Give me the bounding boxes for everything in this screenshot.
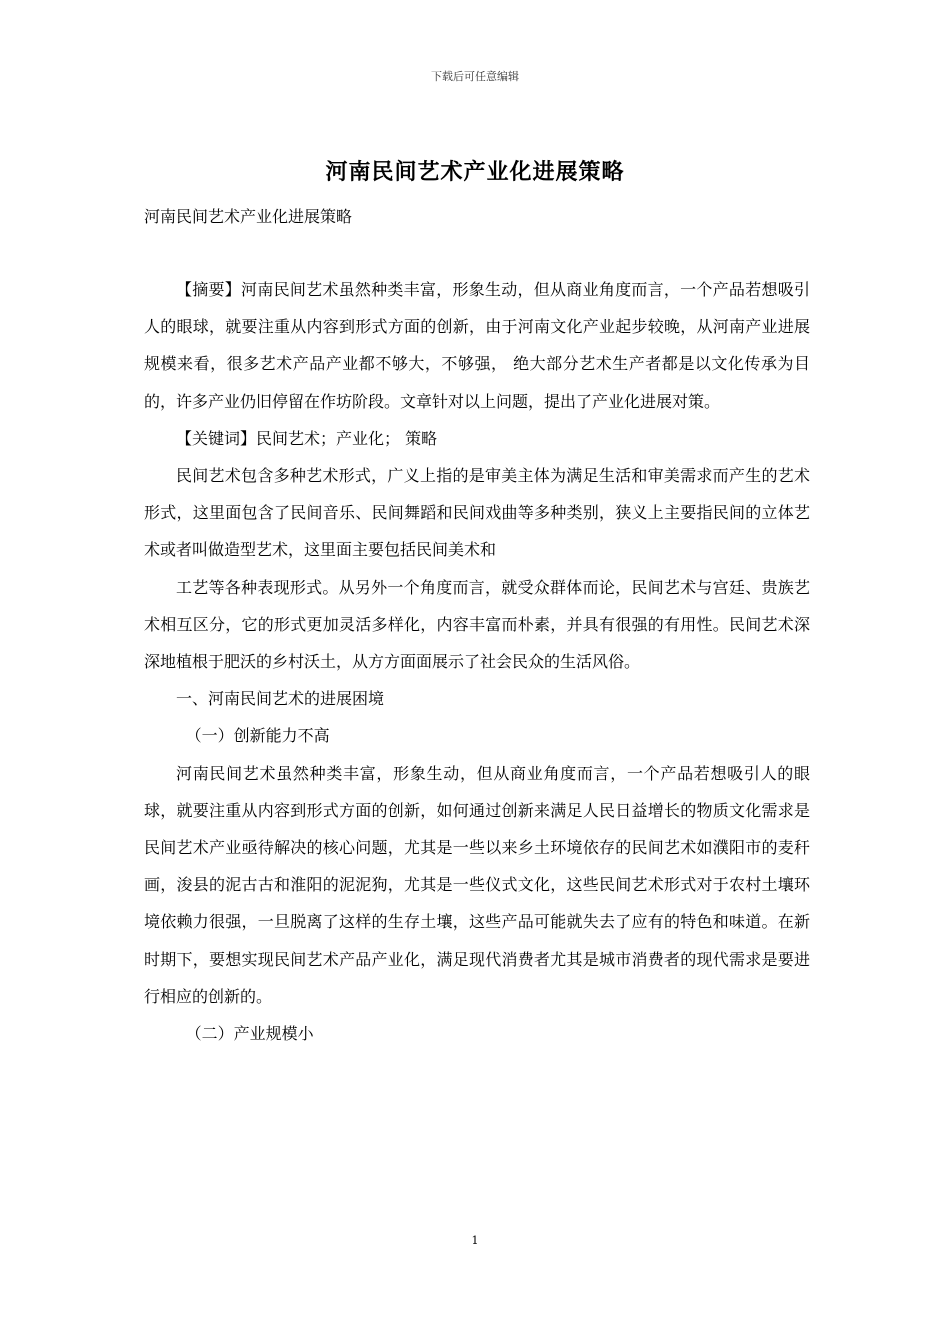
abstract-paragraph: 【摘要】河南民间艺术虽然种类丰富，形象生动，但从商业角度而言，一个产品若想吸引人的眼球，就要注重从内容到形式方面的创新，由于河南文化产业起步较晚，从河南产业进展规模来看，很多艺术产品产业都不够大，不够强， 绝大部分艺术生产者都是以文化传承为目的，许多产业仍旧停留在作坊阶段。文章针对以上问题，提出了产业化进展对策。: [144, 280, 810, 411]
page-number: 1: [471, 1234, 479, 1247]
body-paragraph: 河南民间艺术虽然种类丰富，形象生动，但从商业角度而言，一个产品若想吸引人的眼球，就要注重从内容到形式方面的创新，如何通过创新来满足人民日益增长的物质文化需求是民间艺术产业亟待解决的核心问题，尤其是一些以来乡土环境依存的民间艺术如濮阳市的麦秆画，浚县的泥古古和淮阳的泥泥狗，尤其是一些仪式文化，这些民间艺术形式对于农村土壤环境依赖力很强，一旦脱离了这样的生存土壤，这些产品可能就失去了应有的特色和味道。在新时期下，要想实现民间艺术产品产业化，满足现代消费者尤其是城市消费者的现代需求是要进行相应的创新的。: [144, 763, 810, 1006]
subsection-heading: （二）产业规模小: [185, 1024, 314, 1044]
document-title: 河南民间艺术产业化进展策略: [325, 159, 625, 185]
body-paragraph: 民间艺术包含多种艺术形式，广义上指的是审美主体为满足生活和审美需求而产生的艺术形式，这里面包含了民间音乐、民间舞蹈和民间戏曲等多种类别，狭义上主要指民间的立体艺术或者叫做造型艺术，这里面主要包括民间美术和: [144, 466, 810, 560]
body-paragraph: 工艺等各种表现形式。从另外一个角度而言，就受众群体而论，民间艺术与宫廷、贵族艺术相互区分，它的形式更加灵活多样化，内容丰富而朴素，并具有很强的有用性。民间艺术深深地植根于肥沃的乡村沃土，从方方面面展示了社会民众的生活风俗。: [144, 577, 810, 672]
document-body: [144, 271, 810, 1052]
header-note: 下载后可任意编辑: [431, 70, 519, 83]
keywords-paragraph: 【关键词】民间艺术；产业化； 策略: [176, 428, 438, 448]
document-subtitle: 河南民间艺术产业化进展策略: [144, 207, 353, 226]
subsection-heading: （一）创新能力不高: [185, 726, 330, 746]
section-heading: 一、河南民间艺术的进展困境: [176, 689, 385, 709]
